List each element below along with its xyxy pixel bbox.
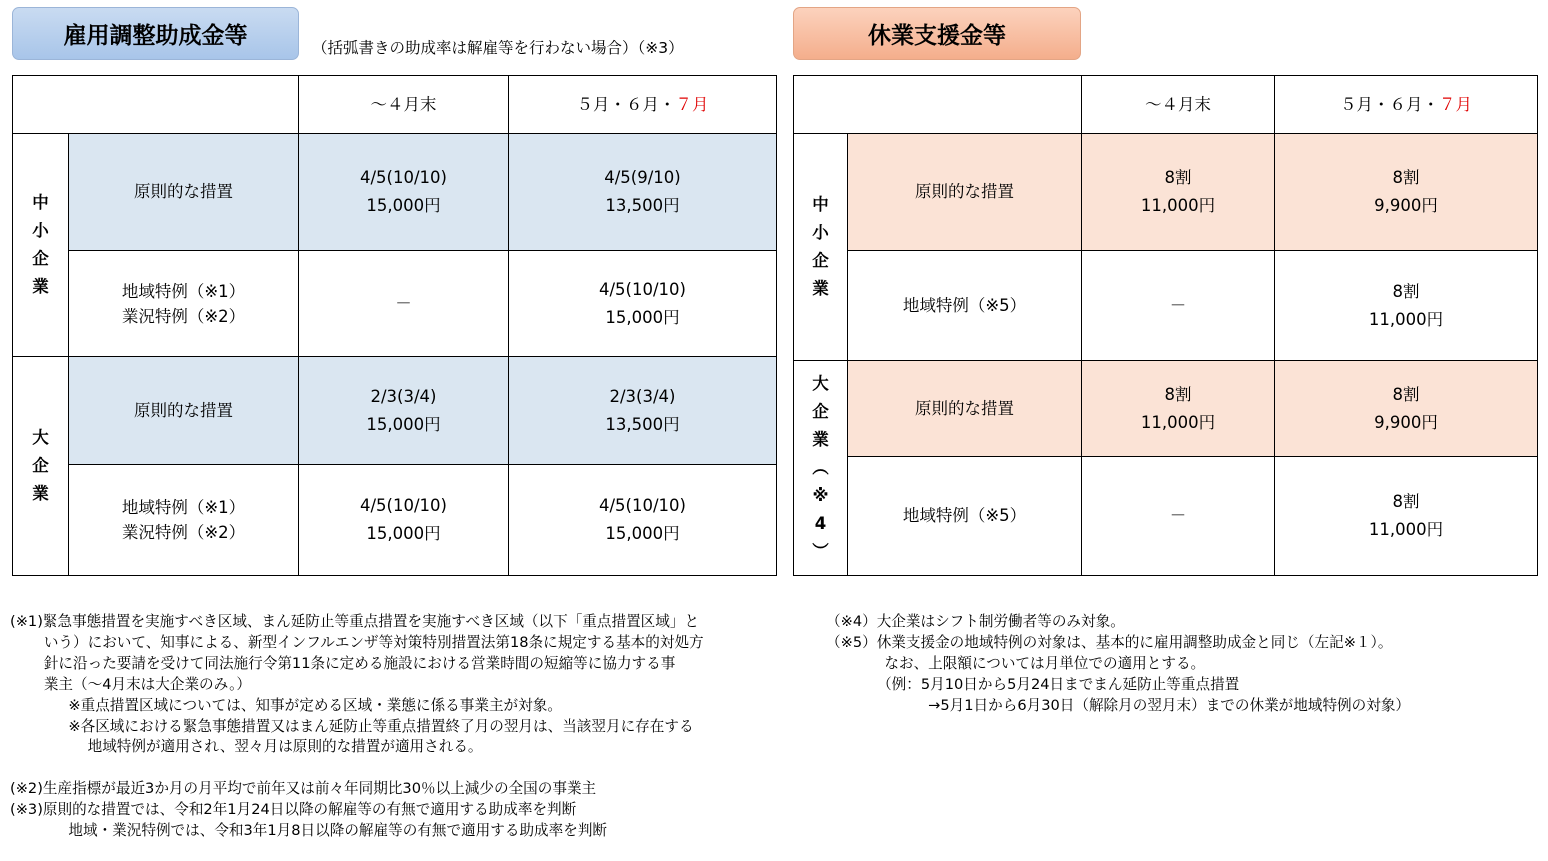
row-label-principle: 原則的な措置 <box>69 134 299 251</box>
header-empty-cell <box>13 76 299 134</box>
cell-value: － <box>1082 251 1275 361</box>
cell-value: 8割 11,000円 <box>1082 361 1275 457</box>
cell-value: 4/5(10/10) 15,000円 <box>509 465 777 576</box>
footnote-line <box>10 758 704 779</box>
cell-value: 4/5(10/10) 15,000円 <box>299 465 509 576</box>
row-label-special: 地域特例（※1） 業況特例（※2） <box>69 251 299 357</box>
cell-value: 8割 11,000円 <box>1082 134 1275 251</box>
group-large: 大 企 業 <box>13 357 69 576</box>
footnote-line: ※各区域における緊急事態措置又はまん延防止等重点措置終了月の翌月は、当該翌月に存在する <box>10 717 694 735</box>
footnote-line: （※4）大企業はシフト制労働者等のみ対象。 <box>826 613 1125 630</box>
header-empty-cell <box>794 76 1082 134</box>
footnote-line: →5月1日から6月30日（解除月の翌月末）までの休業が地域特例の対象） <box>826 696 1411 714</box>
col-header-may-jun: ５月・６月・ <box>1340 94 1439 114</box>
footnote-line: （例：5月10日から5月24日までまん延防止等重点措置 <box>826 675 1240 693</box>
cell-value: － <box>299 251 509 357</box>
cell-value: 4/5(9/10) 13,500円 <box>509 134 777 251</box>
footnote-line: （※5）休業支援金の地域特例の対象は、基本的に雇用調整助成金と同じ（左記※１）。 <box>826 633 1393 651</box>
cell-value: 4/5(10/10) 15,000円 <box>299 134 509 251</box>
footnote-line: 業主（～4月末は大企業のみ。） <box>10 675 252 693</box>
cell-value: 4/5(10/10) 15,000円 <box>509 251 777 357</box>
footnote-line: (※1)緊急事態措置を実施すべき区域、まん延防止等重点措置を実施すべき区域（以下「重点措置区域」と <box>10 613 700 630</box>
cell-value: 8割 11,000円 <box>1275 457 1538 576</box>
footnote-line: 地域特例が適用され、翌々月は原則的な措置が適用される。 <box>10 738 483 756</box>
row-label-principle: 原則的な措置 <box>69 357 299 465</box>
cell-value: 2/3(3/4) 15,000円 <box>299 357 509 465</box>
col-header-april: ～４月末 <box>299 76 509 134</box>
footnote-line: (※3)原則的な措置では、令和2年1月24日以降の解雇等の有無で適用する助成率を判断 <box>10 801 577 819</box>
footnote-line: 地域・業況特例では、令和3年1月8日以降の解雇等の有無で適用する助成率を判断 <box>10 822 608 840</box>
col-header-jul: ７月 <box>1439 94 1472 114</box>
cell-value: 8割 11,000円 <box>1275 251 1538 361</box>
row-label-principle: 原則的な措置 <box>848 134 1082 251</box>
leave-support-table <box>793 75 1538 576</box>
group-large: 大 企 業 ︵ ※ 4 ︶ <box>794 361 848 576</box>
row-label-special: 地域特例（※1） 業況特例（※2） <box>69 465 299 576</box>
row-label-special: 地域特例（※5） <box>848 251 1082 361</box>
cell-value: － <box>1082 457 1275 576</box>
footnote-line: なお、上限額については月単位での適用とする。 <box>826 654 1206 672</box>
group-sme: 中 小 企 業 <box>13 134 69 357</box>
col-header-april: ～４月末 <box>1082 76 1275 134</box>
employment-adjustment-table <box>12 75 777 576</box>
footnote-line: いう）において、知事による、新型インフルエンザ等対策特別措置法第18条に規定する基本的対処方 <box>10 633 704 651</box>
row-label-principle: 原則的な措置 <box>848 361 1082 457</box>
col-header-may-jul <box>1275 76 1538 134</box>
cell-value: 2/3(3/4) 13,500円 <box>509 357 777 465</box>
group-sme: 中 小 企 業 <box>794 134 848 361</box>
footnotes-right <box>826 612 1410 717</box>
footnote-line: ※重点措置区域については、知事が定める区域・業態に係る事業主が対象。 <box>10 696 562 714</box>
row-label-special: 地域特例（※5） <box>848 457 1082 576</box>
footnote-line: (※2)生産指標が最近3か月の月平均で前年又は前々年同期比30％以上減少の全国の事業主 <box>10 780 597 798</box>
footnote-line: 針に沿った要請を受けて同法施行令第11条に定める施設における営業時間の短縮等に協力する事 <box>10 654 676 672</box>
cell-value: 8割 9,900円 <box>1275 361 1538 457</box>
rate-parenthesis-note: （括弧書きの助成率は解雇等を行わない場合）（※3） <box>312 39 684 57</box>
col-header-jul: ７月 <box>675 94 709 114</box>
cell-value: 8割 9,900円 <box>1275 134 1538 251</box>
col-header-may-jun: ５月・６月・ <box>576 94 676 114</box>
col-header-may-jul <box>509 76 777 134</box>
employment-adjustment-subsidy-title: 雇用調整助成金等 <box>12 7 299 60</box>
footnotes-left <box>10 612 704 842</box>
leave-support-title: 休業支援金等 <box>793 7 1081 60</box>
